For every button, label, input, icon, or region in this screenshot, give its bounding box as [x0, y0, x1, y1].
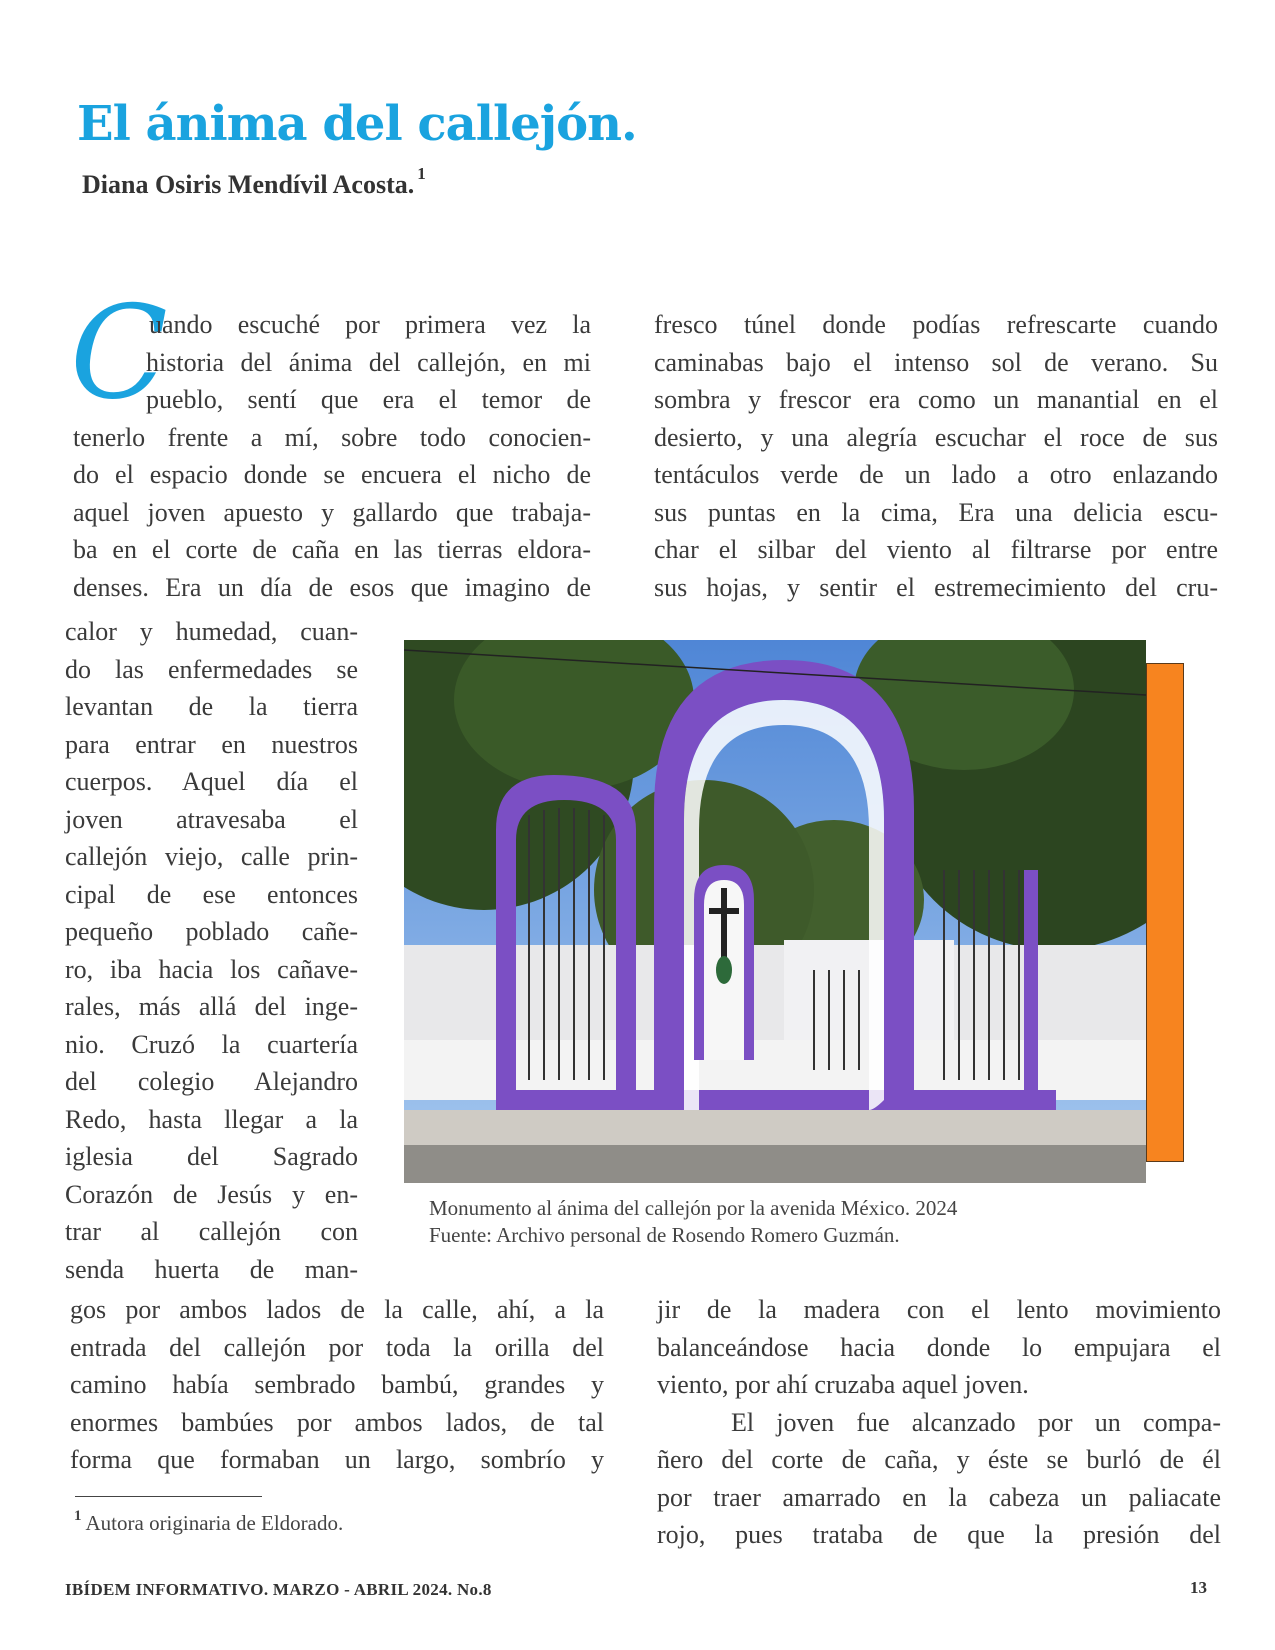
text-line: uando escuché por primera vez la	[149, 310, 591, 339]
author-footnote-mark: 1	[417, 164, 426, 183]
text-line: historia del ánima del callejón, en mi	[146, 347, 591, 377]
text-line: calor y humedad, cuan-	[65, 617, 358, 646]
text-line: cipal de ese entonces	[65, 879, 358, 909]
text-line: sus puntas en la cima, Era una delicia escu-	[654, 497, 1218, 527]
text-line: senda huerta de man-	[65, 1254, 358, 1284]
text-line: Corazón de Jesús y en-	[65, 1179, 358, 1209]
footnote-mark: 1	[74, 1508, 82, 1524]
text-line: trar al callejón con	[65, 1217, 358, 1246]
text-line: ba en el corte de caña en las tierras eldora-	[73, 535, 591, 564]
text-line: levantan de la tierra	[65, 692, 358, 721]
text-line: tenerlo frente a mí, sobre todo conocien-	[73, 422, 591, 452]
text-line: El joven fue alcanzado por un compa-	[731, 1407, 1221, 1437]
text-line: do el espacio donde se encuera el nicho de	[73, 460, 591, 489]
page-number: 13	[1190, 1578, 1207, 1597]
footnote	[74, 1508, 343, 1536]
text-line: caminabas bajo el intenso sol de verano. Su	[654, 347, 1218, 377]
accent-bar	[1146, 663, 1184, 1162]
col2-bottom-text	[657, 1291, 1221, 1554]
monument-photo	[404, 640, 1146, 1183]
text-line: Redo, hasta llegar a la	[65, 1104, 358, 1134]
footnote-divider	[75, 1496, 262, 1497]
caption-source: Fuente: Archivo personal de Rosendo Romero Guzmán.	[429, 1223, 900, 1247]
text-line: do las enfermedades se	[65, 654, 358, 684]
text-line: viento, por ahí cruzaba aquel joven.	[657, 1370, 1029, 1399]
text-line: sus hojas, y sentir el estremecimiento del cru-	[654, 572, 1218, 602]
text-line: gos por ambos lados de la calle, ahí, a la	[70, 1295, 604, 1324]
text-line: desierto, y una alegría escuchar el roce de sus	[654, 422, 1218, 452]
text-line: para entrar en nuestros	[65, 729, 358, 759]
text-line: iglesia del Sagrado	[65, 1142, 358, 1171]
text-line: aquel joven apuesto y gallardo que trabaja-	[73, 497, 591, 527]
figure-caption	[429, 1195, 957, 1249]
text-line: char el silbar del viento al filtrarse por entre	[654, 535, 1218, 564]
article-title: El ánima del callejón.	[77, 96, 637, 152]
author-name: Diana Osiris Mendívil Acosta.	[82, 170, 415, 199]
text-line: enormes bambúes por ambos lados, de tal	[70, 1407, 604, 1437]
text-line: nio. Cruzó la cuartería	[65, 1029, 358, 1059]
text-line: rales, más allá del inge-	[65, 992, 358, 1021]
text-line: entrada del callejón por toda la orilla del	[70, 1332, 604, 1362]
drop-cap: C	[70, 279, 168, 428]
text-line: callejón viejo, calle prin-	[65, 842, 358, 871]
col1-top-text	[73, 306, 591, 606]
text-line: sombra y frescor era como un manantial en el	[654, 385, 1218, 414]
text-line: forma que formaban un largo, sombrío y	[70, 1445, 604, 1474]
narrow-column-text	[65, 613, 358, 1288]
article-author	[82, 164, 426, 200]
text-line: fresco túnel donde podías refrescarte cuando	[654, 310, 1218, 339]
col2-top-text	[654, 306, 1218, 606]
text-line: ro, iba hacia los cañave-	[65, 954, 358, 984]
text-line: denses. Era un día de esos que imagino de	[73, 572, 591, 602]
text-line: ñero del corte de caña, y éste se burló de él	[657, 1445, 1221, 1474]
text-line: tentáculos verde de un lado a otro enlazando	[654, 460, 1218, 489]
text-line: del colegio Alejandro	[65, 1067, 358, 1096]
text-line: pueblo, sentí que era el temor de	[146, 385, 591, 414]
text-line: balanceándose hacia donde lo empujara el	[657, 1332, 1221, 1362]
text-line: rojo, pues trataba de que la presión del	[657, 1520, 1221, 1549]
publication-footer: IBÍDEM INFORMATIVO. MARZO - ABRIL 2024. No.8	[65, 1580, 492, 1599]
text-line: jir de la madera con el lento movimiento	[657, 1295, 1221, 1324]
col1-bottom-text	[70, 1291, 604, 1479]
text-line: cuerpos. Aquel día el	[65, 767, 358, 796]
caption-line: Monumento al ánima del callejón por la avenida México. 2024	[429, 1196, 958, 1220]
text-line: joven atravesaba el	[65, 804, 358, 834]
footnote-text: Autora originaria de Eldorado.	[85, 1511, 344, 1535]
text-line: pequeño poblado cañe-	[65, 917, 358, 946]
text-line: camino había sembrado bambú, grandes y	[70, 1370, 604, 1399]
text-line: por traer amarrado en la cabeza un paliacate	[657, 1482, 1221, 1512]
